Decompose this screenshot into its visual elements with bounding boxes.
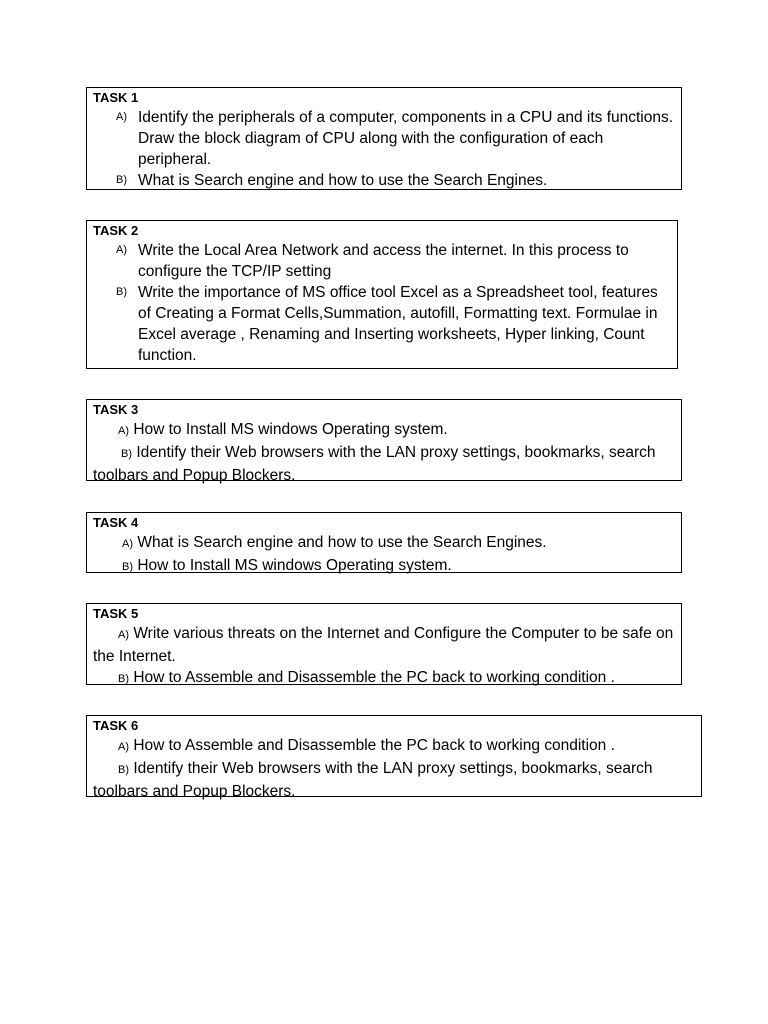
task-title: TASK 6 xyxy=(93,718,139,733)
item-text: How to Install MS windows Operating system. xyxy=(137,557,452,574)
task-item-a xyxy=(93,532,675,555)
item-label: A) xyxy=(122,538,133,550)
task-item-b xyxy=(93,758,695,802)
task-box-2 xyxy=(86,220,678,369)
item-label: B) xyxy=(118,673,129,685)
item-label: A) xyxy=(118,741,129,753)
task-title: TASK 2 xyxy=(93,223,139,238)
item-text: How to Assemble and Disassemble the PC back to working condition . xyxy=(133,669,615,686)
item-label: A) xyxy=(116,244,127,256)
task-title: TASK 4 xyxy=(93,515,139,530)
item-label: B) xyxy=(121,448,132,460)
task-box-4 xyxy=(86,512,682,573)
task-box-5 xyxy=(86,603,682,685)
item-label: A) xyxy=(116,111,127,123)
task-title: TASK 5 xyxy=(93,606,139,621)
task-box-6 xyxy=(86,715,702,800)
task-item-b xyxy=(93,442,675,486)
task-item-b xyxy=(93,667,675,690)
item-label: B) xyxy=(116,174,127,186)
task-item-a xyxy=(93,419,675,442)
task-item-b xyxy=(93,555,675,578)
task-title: TASK 3 xyxy=(93,402,139,417)
item-text: Identify their Web browsers with the LAN proxy settings, bookmarks, search toolbars and Popup Blockers. xyxy=(93,760,653,800)
task-title: TASK 1 xyxy=(93,90,139,105)
item-label: B) xyxy=(122,561,133,573)
item-text: Write the Local Area Network and access the internet. In this process to configure the TCP/IP setting xyxy=(138,242,629,280)
task-item-b xyxy=(93,170,675,191)
task-box-1 xyxy=(86,87,682,190)
item-text: Identify their Web browsers with the LAN proxy settings, bookmarks, search toolbars and Popup Blockers. xyxy=(93,444,656,484)
item-text: Identify the peripherals of a computer, components in a CPU and its functions. Draw the block diagram of CPU along with the configuration of each peripheral. xyxy=(138,109,674,168)
item-text: How to Assemble and Disassemble the PC back to working condition . xyxy=(133,737,615,754)
task-item-b xyxy=(93,282,671,366)
item-label: B) xyxy=(118,764,129,776)
task-item-a xyxy=(93,623,675,667)
item-text: Write the importance of MS office tool Excel as a Spreadsheet tool, features of Creating a Format Cells,Summation, autofill, Formatting text. Formulae in Excel average , Renaming and Inserting worksheets, Hyper linking, Count function. xyxy=(138,284,658,364)
item-text: How to Install MS windows Operating system. xyxy=(133,421,448,438)
item-text: Write various threats on the Internet and Configure the Computer to be safe on the Internet. xyxy=(93,625,674,665)
task-box-3 xyxy=(86,399,682,484)
item-label: A) xyxy=(118,425,129,437)
item-text: What is Search engine and how to use the Search Engines. xyxy=(138,172,548,189)
task-item-a xyxy=(93,735,695,758)
item-label: A) xyxy=(118,629,129,641)
task-item-a xyxy=(93,240,671,282)
task-item-a xyxy=(93,107,675,170)
item-label: B) xyxy=(116,286,127,298)
item-text: What is Search engine and how to use the Search Engines. xyxy=(137,534,547,551)
